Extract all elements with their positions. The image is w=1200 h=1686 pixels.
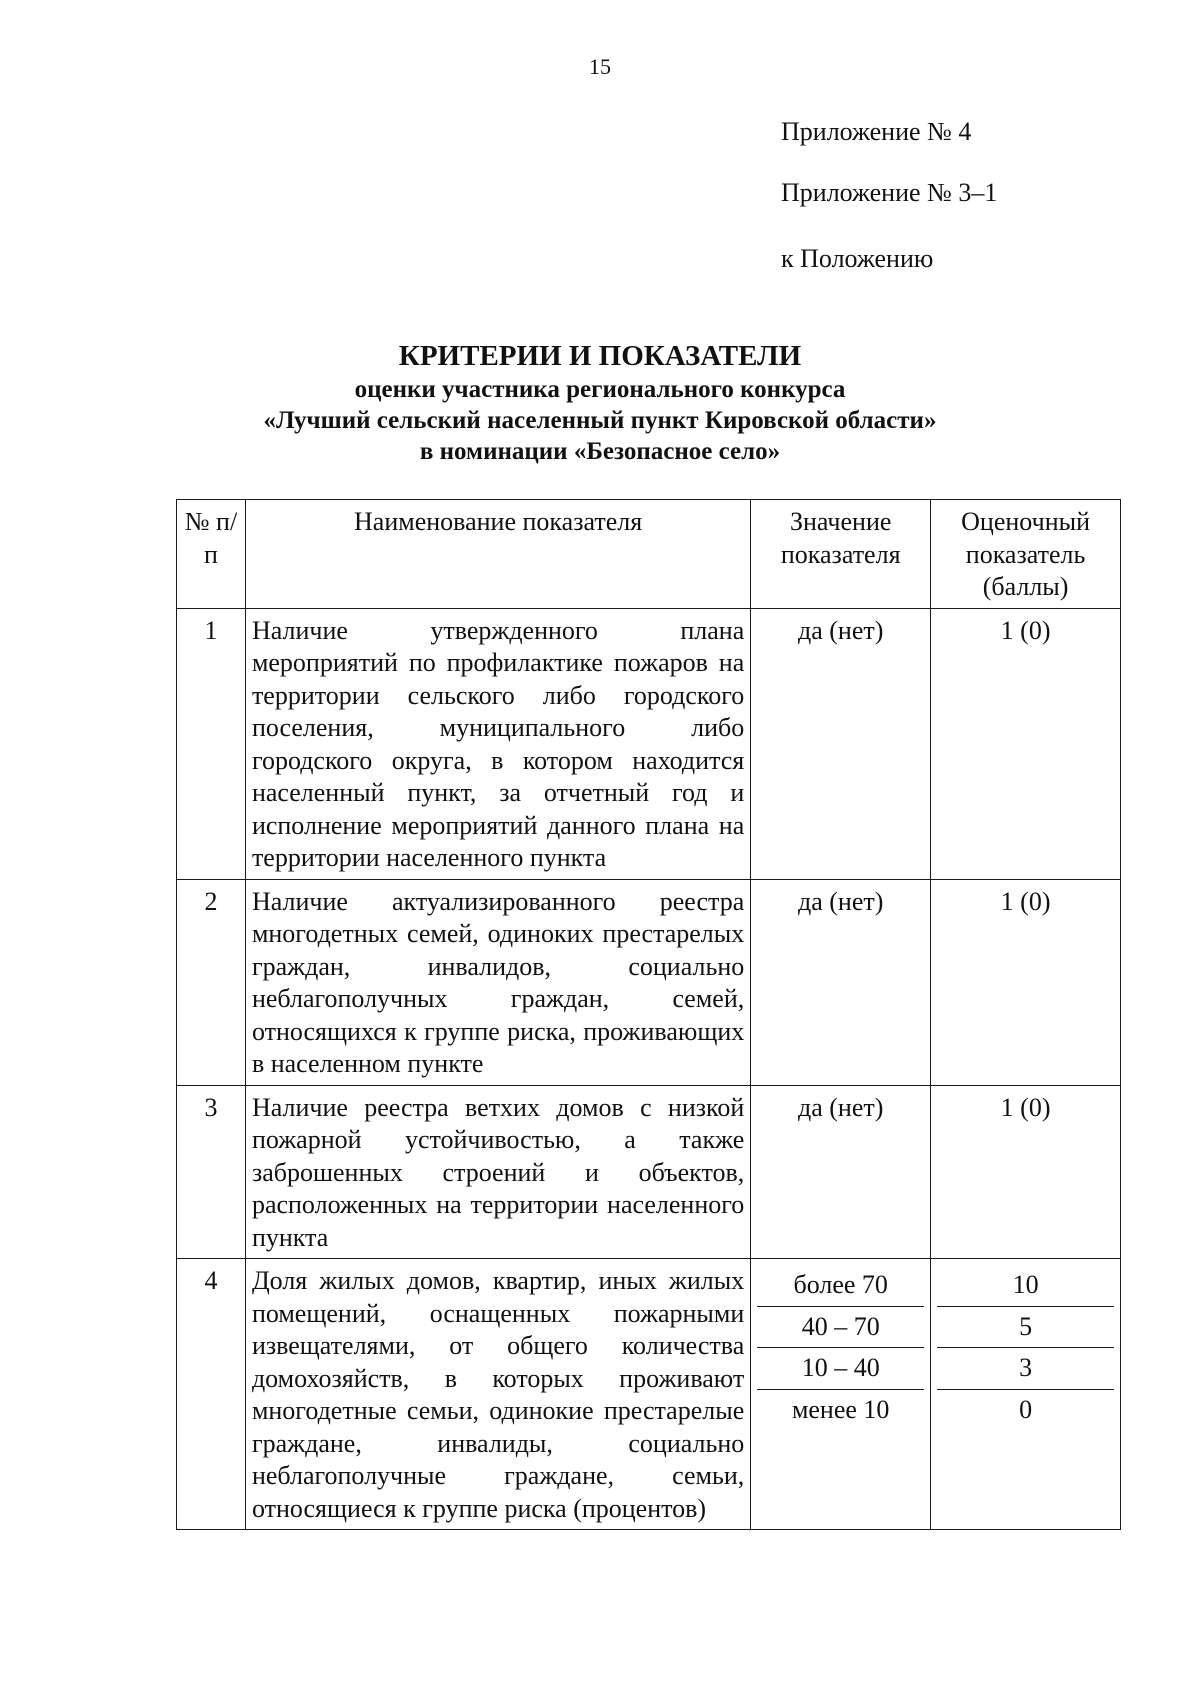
range-score: 3 xyxy=(937,1348,1114,1390)
row-score: 1 (0) xyxy=(931,608,1121,879)
row-score: 1 (0) xyxy=(931,1085,1121,1259)
range-value: 40 – 70 xyxy=(757,1307,924,1349)
range-value: менее 10 xyxy=(791,1394,890,1424)
range-value: более 70 xyxy=(757,1265,924,1307)
criteria-table xyxy=(176,499,1121,1530)
row-value: да (нет) xyxy=(751,608,931,879)
row-score-ranges xyxy=(931,1259,1121,1530)
title-line-3: «Лучший сельский населенный пункт Кировской области» xyxy=(263,407,937,434)
row-name: Наличие актуализированного реестра многодетных семей, одиноких престарелых граждан, инвалидов, социально неблагополучных граждан, семей, относящихся к группе риска, проживающих в населенном пункте xyxy=(245,879,750,1085)
header-score: Оценочный показатель (баллы) xyxy=(931,500,1121,609)
table-row xyxy=(177,608,1121,879)
header-name: Наименование показателя xyxy=(245,500,750,609)
table-row xyxy=(177,1085,1121,1259)
range-score: 5 xyxy=(937,1307,1114,1349)
page-number: 15 xyxy=(589,54,611,79)
appendix-line-2: Приложение № 3–1 xyxy=(781,178,998,207)
value-ranges-list xyxy=(757,1265,924,1430)
header-value: Значение показателя xyxy=(751,500,931,609)
range-score: 10 xyxy=(937,1265,1114,1307)
table-row xyxy=(177,1259,1121,1530)
table-row xyxy=(177,879,1121,1085)
row-num: 3 xyxy=(177,1085,246,1259)
appendix-line-1: Приложение № 4 xyxy=(781,117,972,146)
row-num: 2 xyxy=(177,879,246,1085)
document-title xyxy=(150,338,1050,467)
table-header-row xyxy=(177,500,1121,609)
score-ranges-list xyxy=(937,1265,1114,1430)
row-num: 1 xyxy=(177,608,246,879)
row-value: да (нет) xyxy=(751,1085,931,1259)
row-name: Наличие утвержденного плана мероприятий по профилактике пожаров на территории сельского либо городского поселения, муниципального либо городского округа, в котором находится населенный пункт, за отчетный год и исполнение мероприятий данного плана на территории населенного пункта xyxy=(245,608,750,879)
row-value: да (нет) xyxy=(751,879,931,1085)
title-line-4: в номинации «Безопасное село» xyxy=(419,438,781,465)
row-name: Доля жилых домов, квартир, иных жилых помещений, оснащенных пожарными извещателями, от общего количества домохозяйств, в которых проживают многодетные семьи, одинокие престарелые граждане, инвалиды, социально неблагополучные граждане, семьи, относящиеся к группе риска (процентов) xyxy=(245,1259,750,1530)
range-score: 0 xyxy=(1019,1394,1033,1424)
appendix-line-3: к Положению xyxy=(781,244,934,273)
row-score: 1 (0) xyxy=(931,879,1121,1085)
row-name: Наличие реестра ветхих домов с низкой пожарной устойчивостью, а также заброшенных строений и объектов, расположенных на территории населенного пункта xyxy=(245,1085,750,1259)
row-num: 4 xyxy=(177,1259,246,1530)
header-num: № п/п xyxy=(177,500,246,609)
title-main: КРИТЕРИИ И ПОКАЗАТЕЛИ xyxy=(398,340,802,372)
range-value: 10 – 40 xyxy=(757,1348,924,1390)
row-value-ranges xyxy=(751,1259,931,1530)
title-line-2: оценки участника регионального конкурса xyxy=(354,376,846,403)
